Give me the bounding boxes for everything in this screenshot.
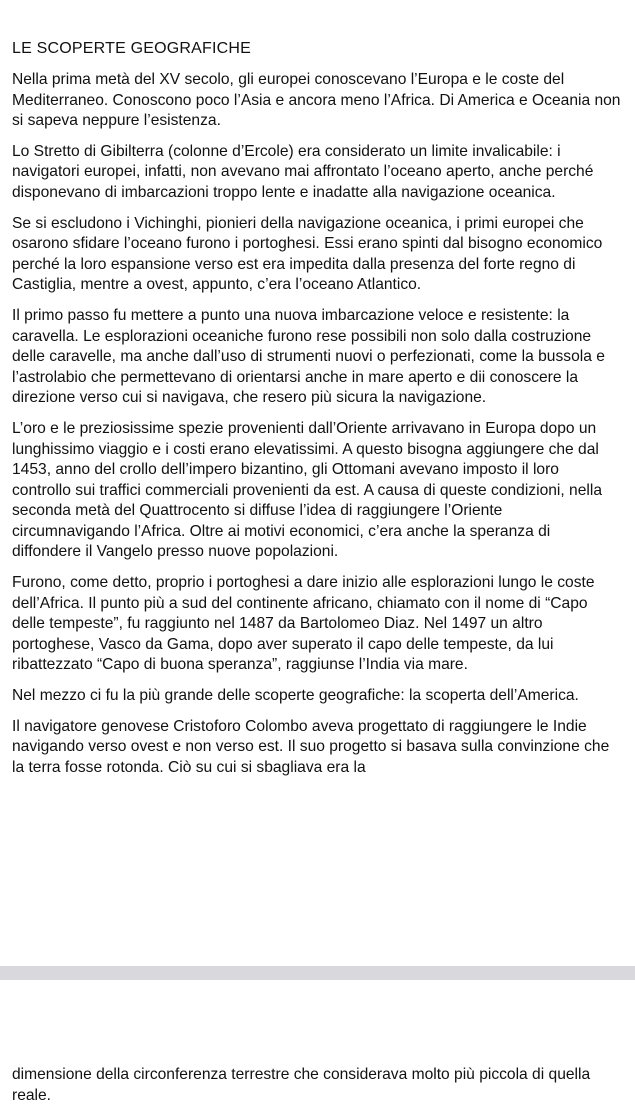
page-break-divider <box>0 966 635 980</box>
document-title: LE SCOPERTE GEOGRAFICHE <box>12 40 252 57</box>
document-body <box>12 38 622 788</box>
paragraph-3: Se si escludono i Vichinghi, pionieri della navigazione oceanica, i primi europei che osarono sfidare l’oceano furono i portoghesi. Essi erano spinti dal bisogno economico perché la loro espansione verso est era impedita dalla presenza del forte regno di Castiglia, mentre a ovest, appunto, c’era l’oceano Atlantico. <box>12 214 603 294</box>
paragraph-8: Il navigatore genovese Cristoforo Colombo aveva progettato di raggiungere le Indie navigando verso ovest e non verso est. Il suo progetto si basava sulla convinzione che la terra fosse rotonda. Ciò su cui si sbagliava era la <box>12 717 610 776</box>
paragraph-4: Il primo passo fu mettere a punto una nuova imbarcazione veloce e resistente: la caravella. Le esplorazioni oceaniche furono rese possibili non solo dalla costruzione delle caravelle, ma anche dall’uso di strumenti nuovi o perfezionati, come la bussola e l’astrolabio che permettevano di orientarsi anche in mare aperto e dii conoscere la direzione verso cui si navigava, che resero più sicura la navigazione. <box>12 306 605 407</box>
paragraph-1: Nella prima metà del XV secolo, gli europei conoscevano l’Europa e le coste del Mediterraneo. Conoscono poco l’Asia e ancora meno l’Africa. Di America e Oceania non si sapeva neppure l’esistenza. <box>12 71 621 130</box>
paragraph-7: Nel mezzo ci fu la più grande delle scoperte geografiche: la scoperta dell’America. <box>12 687 579 705</box>
paragraph-6: Furono, come detto, proprio i portoghesi a dare inizio alle esplorazioni lungo le coste dell’Africa. Il punto più a sud del continente africano, chiamato con il nome di “Capo delle tempeste”, fu raggiunto nel 1487 da Bartolomeo Diaz. Nel 1497 un altro portoghese, Vasco da Gama, dopo aver superato il capo delle tempeste, da lui ribattezzato “Capo di buona speranza”, raggiunse l’India via mare. <box>12 574 595 674</box>
paragraph-2: Lo Stretto di Gibilterra (colonne d’Ercole) era considerato un limite invalicabile: i navigatori europei, infatti, non avevano mai affrontato l’oceano aperto, anche perché disponevano di imbarcazioni troppo lente e inadatte alla navigazione oceanica. <box>12 142 594 201</box>
paragraph-5: L’oro e le preziosissime spezie provenienti dall’Oriente arrivavano in Europa dopo un lunghissimo viaggio e i costi erano elevatissimi. A questo bisogna aggiungere che dal 1453, anno del crollo dell’impero bizantino, gli Ottomani avevano imposto il loro controllo sui traffici commerciali provenienti da est. A causa di queste condizioni, nella seconda metà del Quattrocento si diffuse l’idea di raggiungere l’Oriente circumnavigando l’Africa. Oltre ai motivi economici, c’era anche la speranza di diffondere il Vangelo presso nuove popolazioni. <box>12 419 602 561</box>
paragraph-continuation: dimensione della circonferenza terrestre che considerava molto più piccola di quella reale. <box>12 1066 591 1104</box>
